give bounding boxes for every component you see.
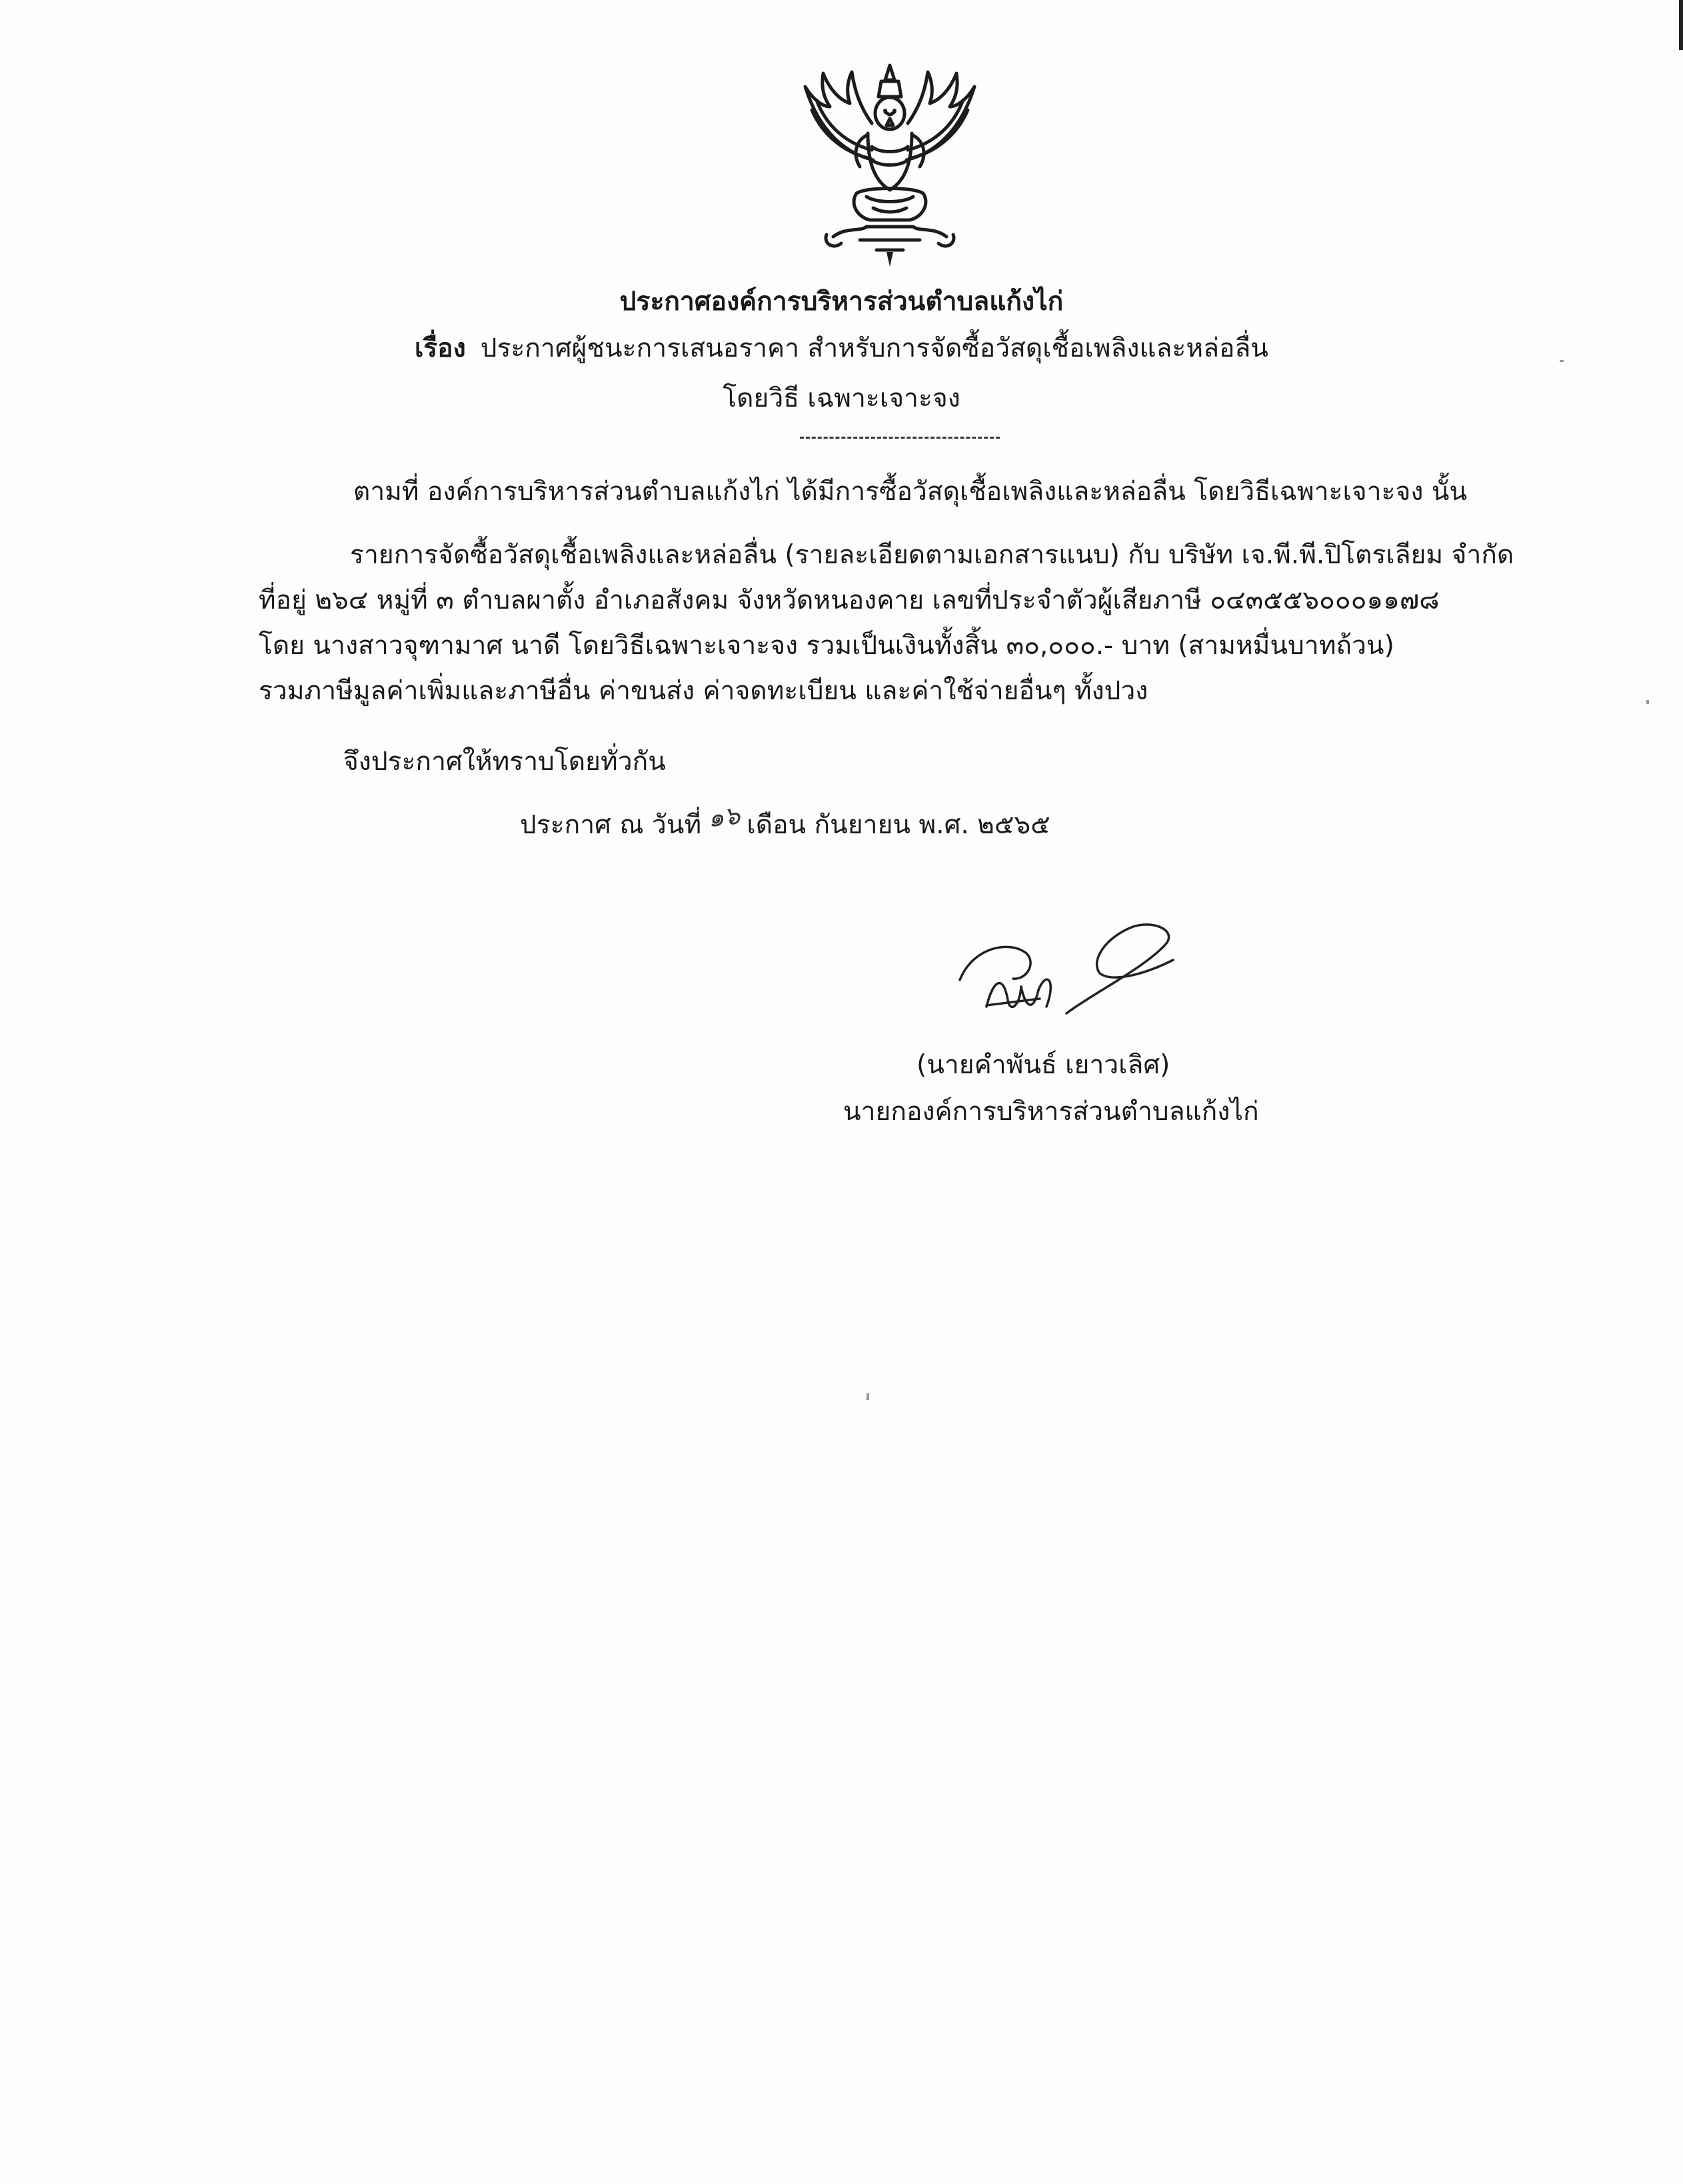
date-prefix: ประกาศ ณ วันที่ (520, 810, 702, 840)
subject-text: ประกาศผู้ชนะการเสนอราคา สำหรับการจัดซื้อวัสดุเชื้อเพลิงและหล่อลื่น (480, 333, 1268, 363)
header-divider (800, 437, 1000, 439)
scan-speck (866, 1393, 869, 1400)
paragraph-closing: จึงประกาศให้ทราบโดยทั่วกัน (343, 747, 666, 777)
announcement-title: ประกาศองค์การบริหารส่วนตำบลแก้งไก่ (619, 287, 1064, 317)
handwritten-signature (946, 907, 1200, 1027)
scan-speck (1646, 700, 1649, 704)
signatory-position: นายกองค์การบริหารส่วนตำบลแก้งไก่ (843, 1097, 1259, 1127)
garuda-emblem (793, 60, 986, 273)
paragraph-detail-line-4: รวมภาษีมูลค่าเพิ่มและภาษีอื่น ค่าขนส่ง ค่าจดทะเบียน และค่าใช้จ่ายอื่นๆ ทั้งปวง (259, 676, 1148, 706)
date-suffix: เดือน กันยายน พ.ศ. ๒๕๖๕ (747, 810, 1050, 840)
announcement-date (520, 800, 1050, 841)
announcement-subject (0, 333, 1683, 365)
subject-label: เรื่อง (415, 333, 466, 363)
scan-edge-mark (1679, 0, 1683, 50)
paragraph-intro: ตามที่ องค์การบริหารส่วนตำบลแก้งไก่ ได้มีการซื้อวัสดุเชื้อเพลิงและหล่อลื่น โดยวิธีเฉพาะเจาะจง นั้น (353, 477, 1468, 507)
procurement-method: โดยวิธี เฉพาะเจาะจง (723, 383, 960, 413)
signatory-name: (นายคำพันธ์ เยาวเลิศ) (916, 1050, 1170, 1080)
handwritten-day: ๑๖ (706, 800, 742, 833)
scan-speck (1560, 360, 1564, 362)
paragraph-detail-line-1: รายการจัดซื้อวัสดุเชื้อเพลิงและหล่อลื่น (รายละเอียดตามเอกสารแนบ) กับ บริษัท เจ.พี.พี.ปิโตรเลียม จำกัด (350, 540, 1514, 570)
paragraph-detail-line-3: โดย นางสาวจุฑามาศ นาดี โดยวิธีเฉพาะเจาะจง รวมเป็นเงินทั้งสิ้น ๓๐,๐๐๐.- บาท (สามหมื่นบาทถ้วน) (259, 631, 1394, 661)
paragraph-detail-line-2: ที่อยู่ ๒๖๔ หมู่ที่ ๓ ตำบลผาตั้ง อำเภอสังคม จังหวัดหนองคาย เลขที่ประจำตัวผู้เสียภาษี ๐๔๓๕๕๖๐๐๐๑๑๗๘ (259, 585, 1440, 615)
